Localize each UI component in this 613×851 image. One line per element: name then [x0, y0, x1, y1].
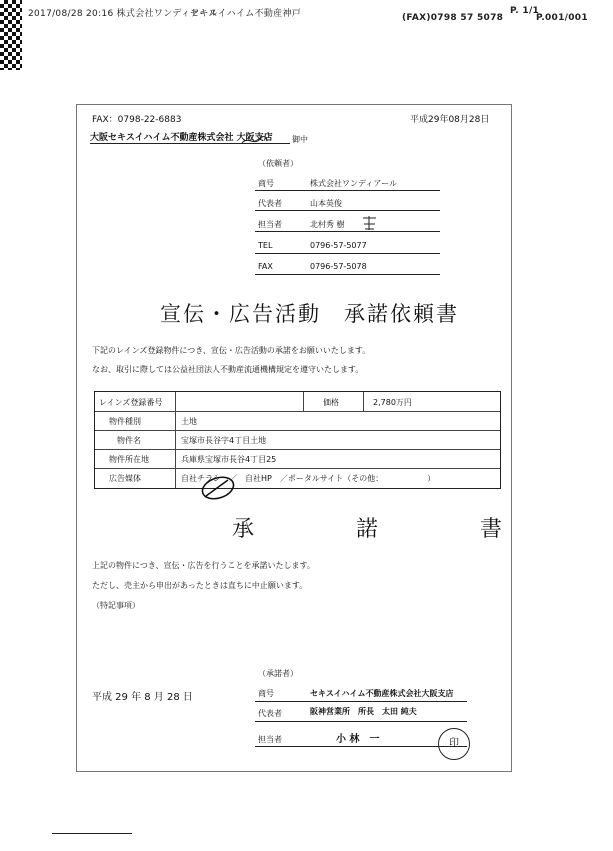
- property-table: [94, 391, 501, 489]
- property-name: 宝塚市長谷字4丁目土地: [181, 436, 267, 445]
- applicant-line: [255, 274, 440, 275]
- recipient-company: 大阪セキスイハイム不動産株式会社 大阪支店: [90, 133, 273, 143]
- approver-label-representative: 代表者: [258, 709, 282, 718]
- ad-media: 自社チラシ ／ 自社HP ／ポータルサイト（その他： ）: [181, 474, 436, 483]
- applicant-representative: 山本英俊: [310, 199, 342, 208]
- approval-title: 承 諾 書: [232, 517, 543, 542]
- price-label: 価格: [323, 398, 339, 407]
- approver-heading: （承諾者）: [258, 669, 298, 678]
- applicant-heading: （依頼者）: [258, 159, 298, 168]
- table-rule: [95, 430, 500, 431]
- applicant-line: [255, 253, 440, 254]
- approver-line: [255, 746, 467, 747]
- table-rule: [95, 468, 500, 469]
- ad-media-label: 広告媒体: [109, 474, 141, 483]
- table-column-rule: [303, 392, 304, 411]
- approval-line-2: ただし、売主から申出があったときは直ちに中止願います。: [92, 581, 308, 590]
- approver-company: セキスイハイム不動産株式会社大阪支店: [310, 689, 454, 698]
- table-rule: [95, 411, 500, 412]
- fax-to-number: FAX：0798-22-6883: [92, 115, 182, 125]
- applicant-line: [255, 190, 440, 191]
- request-date: 平成29年08月28日: [410, 115, 490, 125]
- fax-page-count: P. 1/1: [510, 6, 540, 16]
- approver-contact: 小 林 一: [336, 734, 380, 745]
- fax-number: (FAX)0798 57 5078: [402, 13, 504, 23]
- approver-line: [255, 701, 467, 702]
- approval-special-notes: （特記事項）: [92, 601, 140, 610]
- property-location-label: 物件所在地: [109, 455, 149, 464]
- approver-label-contact: 担当者: [258, 735, 282, 744]
- table-column-rule: [363, 392, 364, 411]
- intro-line-1: 下記のレインズ登録物件につき、宣伝・広告活動の承諾をお願いいたします。: [92, 346, 371, 355]
- applicant-contact: 北村秀 樹: [310, 220, 345, 229]
- price-value: 2,780万円: [373, 398, 412, 407]
- reins-label: レインズ登録番号: [99, 398, 163, 407]
- property-location: 兵庫県宝塚市長谷4丁目25: [181, 455, 277, 464]
- approval-date: 平成 29 年 8 月 28 日: [92, 692, 193, 703]
- property-type-label: 物件種別: [109, 417, 141, 426]
- document-title: 宣伝・広告活動 承諾依頼書: [160, 302, 459, 326]
- recipient-honorific: 御中: [292, 135, 308, 144]
- approver-representative: 阪神営業所 所長 太田 純夫: [310, 707, 417, 716]
- fax-header-line: 2017/08/28 20:16 株式会社ワンディアール: [28, 9, 218, 19]
- applicant-line: [255, 210, 440, 211]
- applicant-fax: 0796-57-5078: [310, 262, 367, 271]
- approver-seal: 印: [438, 728, 470, 760]
- approver-line: [255, 721, 467, 722]
- applicant-label-representative: 代表者: [258, 199, 282, 208]
- applicant-seal-mark: [360, 214, 380, 232]
- applicant-label-company: 商号: [258, 179, 274, 188]
- property-name-label: 物件名: [117, 436, 141, 445]
- applicant-tel: 0796-57-5077: [310, 241, 367, 250]
- page-footer-rule: [52, 833, 132, 834]
- signature-scribble: [240, 134, 270, 148]
- approval-line-1: 上記の物件につき、宣伝・広告を行うことを承諾いたします。: [92, 561, 315, 570]
- applicant-company: 株式会社ワンディアール: [310, 179, 397, 188]
- fax-edge-marks: [0, 0, 22, 70]
- intro-line-2: なお、取引に際しては公益社団法人不動産流通機構規定を遵守いたします。: [92, 365, 364, 374]
- approver-label-company: 商号: [258, 689, 274, 698]
- table-rule: [95, 449, 500, 450]
- applicant-label-contact: 担当者: [258, 220, 282, 229]
- applicant-line: [255, 231, 440, 232]
- fax-page: P.001/001: [536, 13, 588, 23]
- property-type: 土地: [181, 417, 197, 426]
- applicant-label-tel: TEL: [258, 241, 273, 250]
- handwritten-circle-mark: [198, 474, 242, 504]
- fax-header-sender: セキスイハイム不動産神戸: [190, 9, 302, 19]
- table-column-rule: [175, 392, 176, 488]
- applicant-label-fax: FAX: [258, 262, 273, 271]
